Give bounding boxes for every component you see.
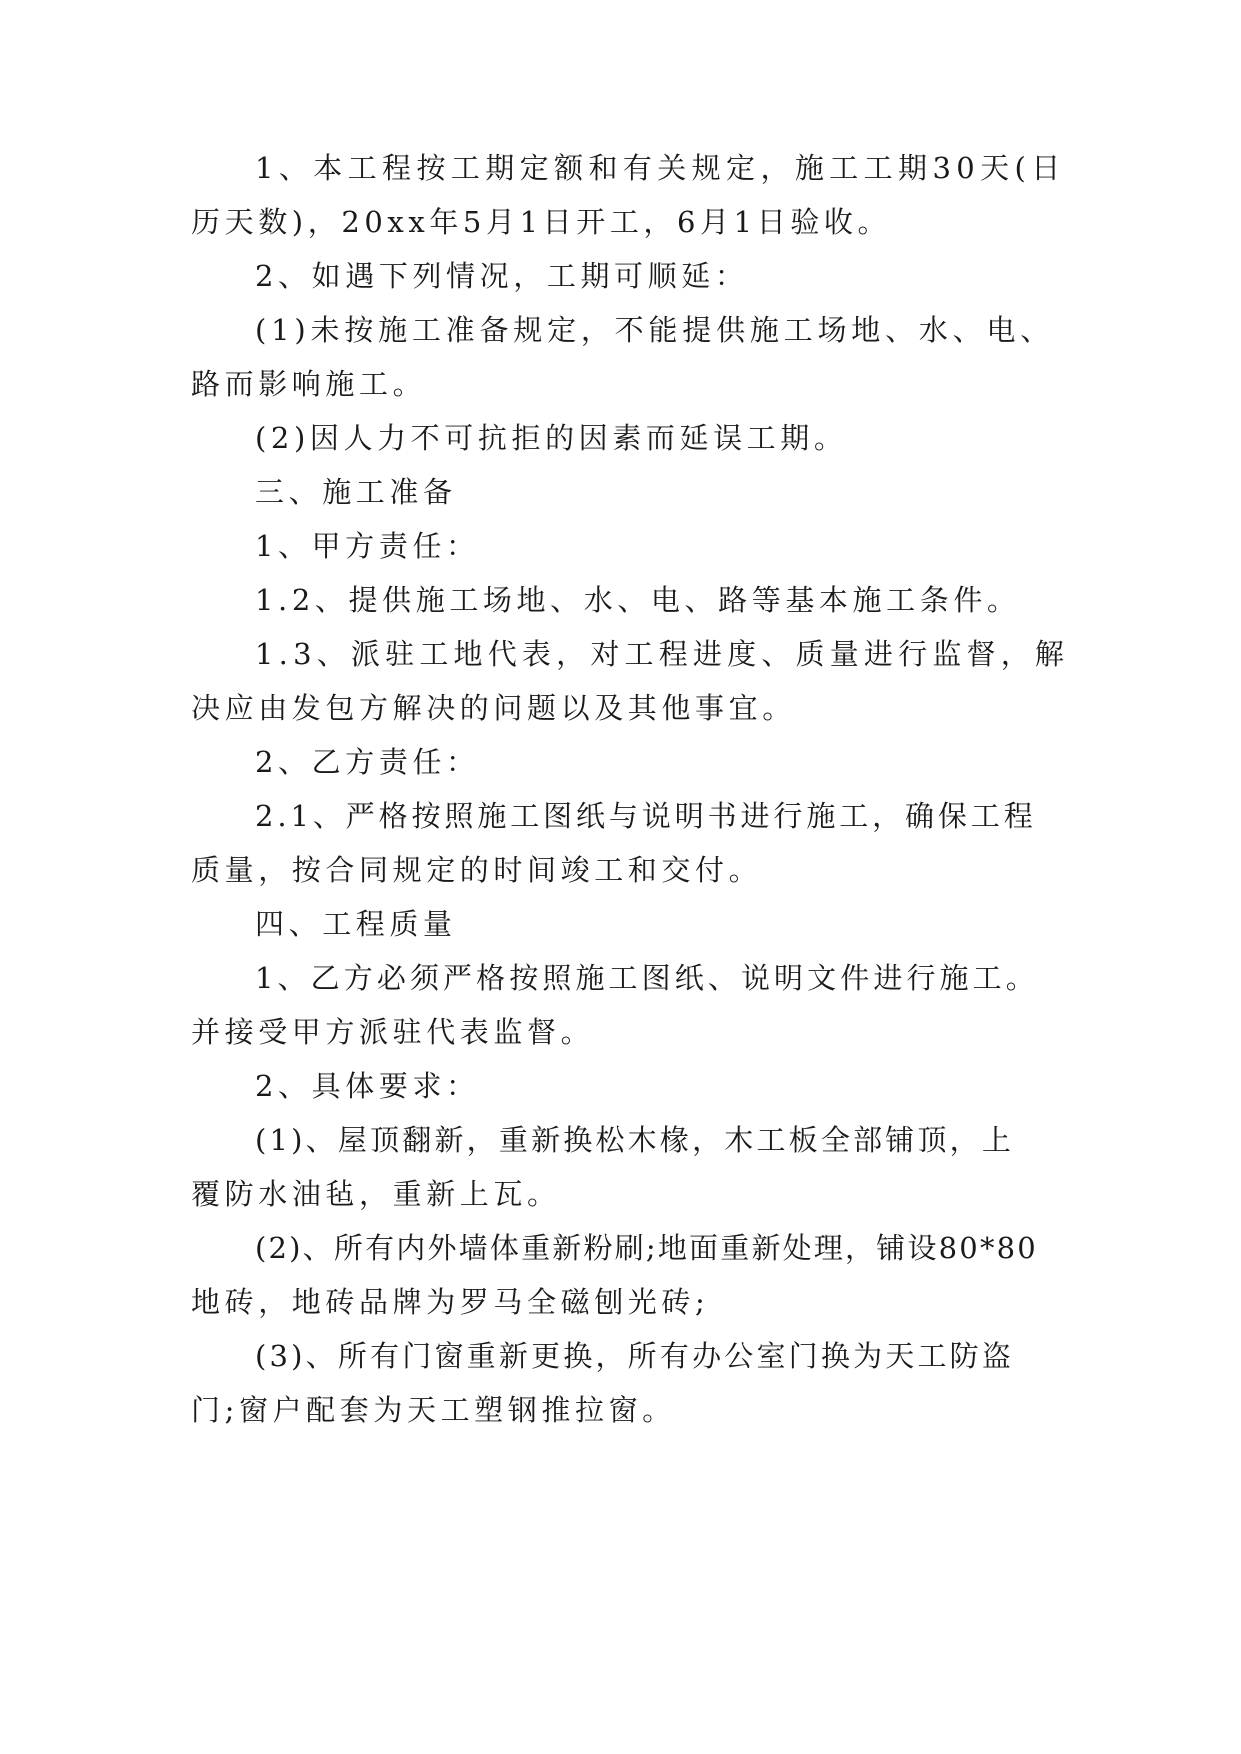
paragraph-line: (3)、所有门窗重新更换，所有办公室门换为天工防盗 [255,1339,1015,1373]
paragraph-line: 决应由发包方解决的问题以及其他事宜。 [191,691,796,725]
paragraph-line: 1、本工程按工期定额和有关规定，施工工期30天(日 [255,151,1066,185]
paragraph-line: 1.2、提供施工场地、水、电、路等基本施工条件。 [255,583,1021,617]
paragraph-line: 覆防水油毡，重新上瓦。 [191,1177,561,1211]
paragraph-line: 门;窗户配套为天工塑钢推拉窗。 [191,1393,676,1427]
paragraph-line: 历天数)，20xx年5月1日开工，6月1日验收。 [191,205,892,239]
paragraph-line: (1)、屋顶翻新，重新换松木椽，木工板全部铺顶，上 [255,1123,1015,1157]
paragraph-line: 并接受甲方派驻代表监督。 [191,1015,595,1049]
section-heading: 四、工程质量 [255,907,457,941]
paragraph-line: 2.1、严格按照施工图纸与说明书进行施工，确保工程 [255,799,1037,833]
paragraph-line: 1、甲方责任： [255,529,480,563]
paragraph-line: (2)、所有内外墙体重新粉刷;地面重新处理，铺设80*80 [255,1231,1038,1265]
paragraph-line: 地砖，地砖品牌为罗马全磁刨光砖; [191,1285,710,1319]
paragraph-line: 质量，按合同规定的时间竣工和交付。 [191,853,763,887]
paragraph-line: (1)未按施工准备规定，不能提供施工场地、水、电、 [255,313,1055,347]
section-heading: 三、施工准备 [255,475,457,509]
paragraph-line: 2、如遇下列情况，工期可顺延： [255,259,749,293]
paragraph-line: 路而影响施工。 [191,367,427,401]
paragraph-line: 1、乙方必须严格按照施工图纸、说明文件进行施工。 [255,961,1039,995]
paragraph-line: 2、乙方责任： [255,745,480,779]
paragraph-line: (2)因人力不可抗拒的因素而延误工期。 [255,421,848,455]
paragraph-line: 2、具体要求： [255,1069,480,1103]
paragraph-line: 1.3、派驻工地代表，对工程进度、质量进行监督，解 [255,637,1070,671]
